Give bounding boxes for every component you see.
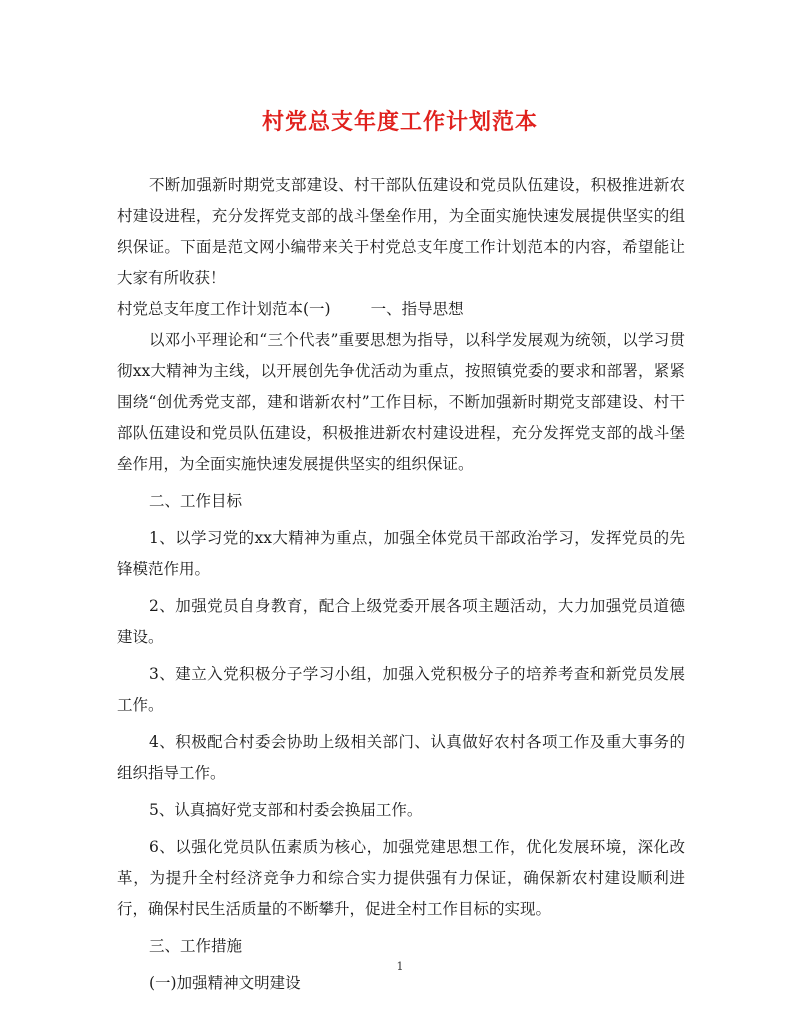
heading-work-goals: 二、工作目标	[149, 492, 243, 510]
goal-item-4: 4、积极配合村委会协助上级相关部门、认真做好农村各项工作及重大事务的组织指导工作。	[117, 733, 685, 782]
guiding-thought-paragraph: 以邓小平理论和“三个代表”重要思想为指导，以科学发展观为统领，以学习贯彻xx大精神为主线，以开展创先争优活动为重点，按照镇党委的要求和部署，紧紧围绕“创优秀党支部，建和谐新农村”工作目标，不断加强新时期党支部建设、村干部队伍建设和党员队伍建设，积极推进新农村建设进程，充分发挥党支部的战斗堡垒作用，为全面实施快速发展提供坚实的组织保证。	[117, 331, 685, 473]
goal-item-1: 1、以学习党的xx大精神为重点，加强全体党员干部政治学习，发挥党员的先锋模范作用。	[117, 529, 685, 578]
goal-item-2: 2、加强党员自身教育，配合上级党委开展各项主题活动，大力加强党员道德建设。	[117, 597, 685, 646]
goal-item-3: 3、建立入党积极分子学习小组，加强入党积极分子的培养考查和新党员发展工作。	[117, 665, 685, 714]
heading-work-measures: 三、工作措施	[149, 937, 243, 955]
document-title: 村党总支年度工作计划范本	[261, 109, 538, 135]
heading-guiding-thought: 一、指导思想	[370, 300, 464, 318]
page-number: 1	[396, 960, 404, 973]
subheading-spiritual-civilization: (一)加强精神文明建设	[149, 974, 301, 992]
section-one-heading-line	[117, 294, 685, 325]
section-one-label: 村党总支年度工作计划范本(一)	[117, 300, 331, 318]
document-body	[117, 170, 685, 999]
goal-item-5: 5、认真搞好党支部和村委会换届工作。	[149, 801, 423, 819]
goal-item-6: 6、以强化党员队伍素质为核心，加强党建思想工作，优化发展环境，深化改革，为提升全村经济竞争力和综合实力提供强有力保证，确保新农村建设顺利进行，确保村民生活质量的不断攀升，促进全村工作目标的实现。	[117, 838, 685, 918]
intro-paragraph: 不断加强新时期党支部建设、村干部队伍建设和党员队伍建设，积极推进新农村建设进程，充分发挥党支部的战斗堡垒作用，为全面实施快速发展提供坚实的组织保证。下面是范文网小编带来关于村党总支年度工作计划范本的内容，希望能让大家有所收获！	[117, 176, 685, 287]
